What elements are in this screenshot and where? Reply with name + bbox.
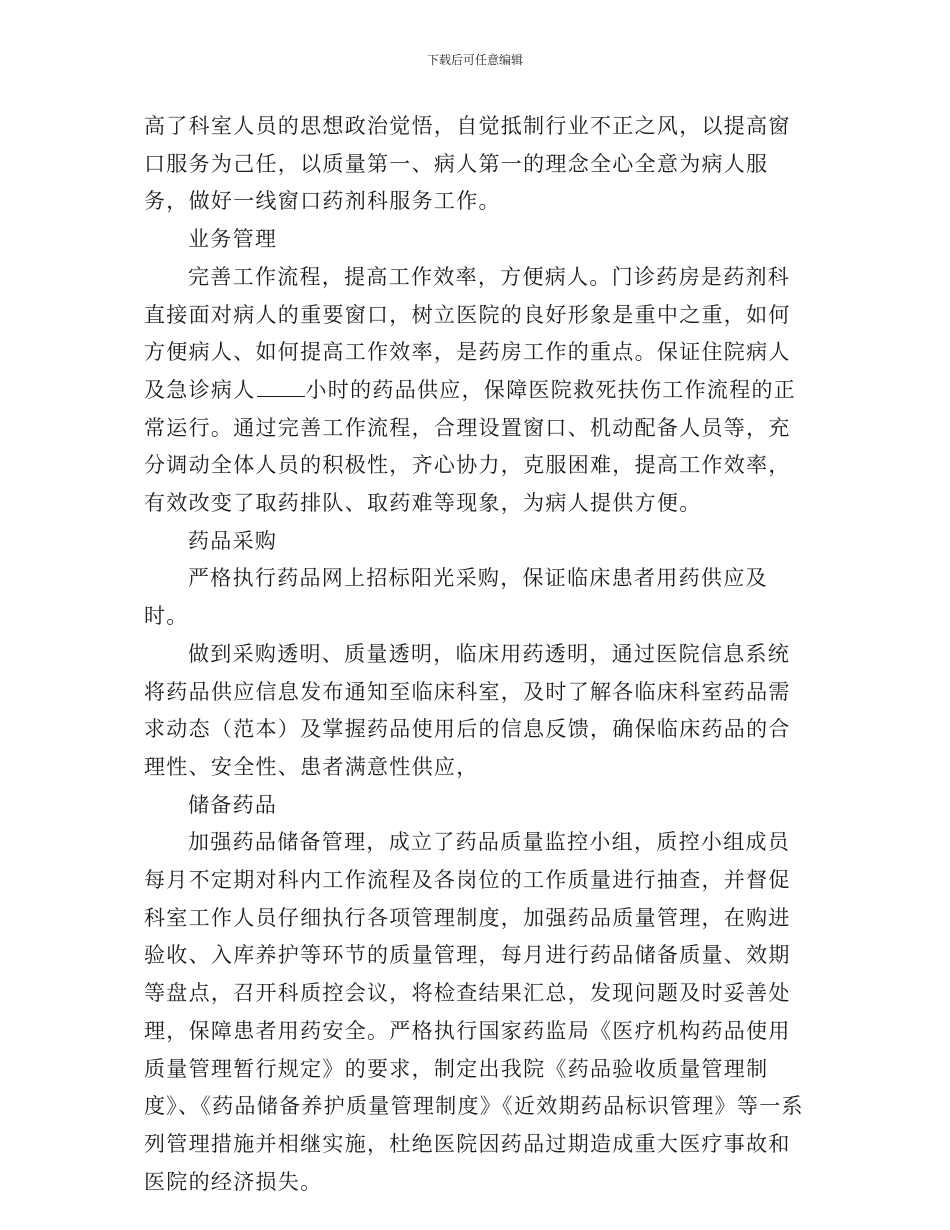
- paragraph-workflow: [144, 259, 806, 523]
- section-heading-drug-procurement: 药品采购: [188, 528, 278, 553]
- page-header: 下载后可任意编辑: [426, 53, 523, 67]
- section-heading-business-management: 业务管理: [188, 227, 278, 252]
- section-heading-drug-storage: 储备药品: [188, 792, 278, 817]
- paragraph-procurement: 严格执行药品网上招标阳光采购，保证临床患者用药供应及时。: [144, 566, 768, 629]
- paragraph-transparency: 做到采购透明、质量透明，临床用药透明，通过医院信息系统将药品供应信息发布通知至临床科室，及时了解各临床科室药品需求动态（范本）及掌握药品使用后的信息反馈，确保临床药品的合理性、安全性、患者满意性供应，: [144, 641, 791, 779]
- fill-in-blank: [257, 376, 305, 397]
- paragraph-workflow-part2: 小时的药品供应，保障医院救死扶伤工作流程的正常运行。通过完善工作流程，合理设置窗口、机动配备人员等，充分调动全体人员的积极性，齐心协力，克服困难，提高工作效率，有效改变了取药排队、取药难等现象，为病人提供方便。: [144, 377, 797, 516]
- paragraph-storage: 加强药品储备管理，成立了药品质量监控小组，质控小组成员每月不定期对科内工作流程及各岗位的工作质量进行抽查，并督促科室工作人员仔细执行各项管理制度，加强药品质量管理，在购进验收、入库养护等环节的质量管理，每月进行药品储备质量、效期等盘点，召开科质控会议，将检查结果汇总，发现问题及时妥善处理，保障患者用药安全。严格执行国家药监局《医疗机构药品使用质量管理暂行规定》的要求，制定出我院《药品验收质量管理制度》、《药品储备养护质量管理制度》《近效期药品标识管理》等一系列管理措施并相继实施，杜绝医院因药品过期造成重大医疗事故和医院的经济损失。: [144, 830, 804, 1194]
- document-body: [144, 108, 806, 1201]
- paragraph-continuation: 高了科室人员的思想政治觉悟，自觉抵制行业不正之风，以提高窗口服务为己任，以质量第一、病人第一的理念全心全意为病人服务，做好一线窗口药剂科服务工作。: [144, 114, 791, 214]
- paragraph-workflow-part1: 完善工作流程，提高工作效率，方便病人。门诊药房是药剂科直接面对病人的重要窗口，树立医院的良好形象是重中之重，如何方便病人、如何提高工作效率，是药房工作的重点。保证住院病人及急诊病人: [144, 264, 791, 402]
